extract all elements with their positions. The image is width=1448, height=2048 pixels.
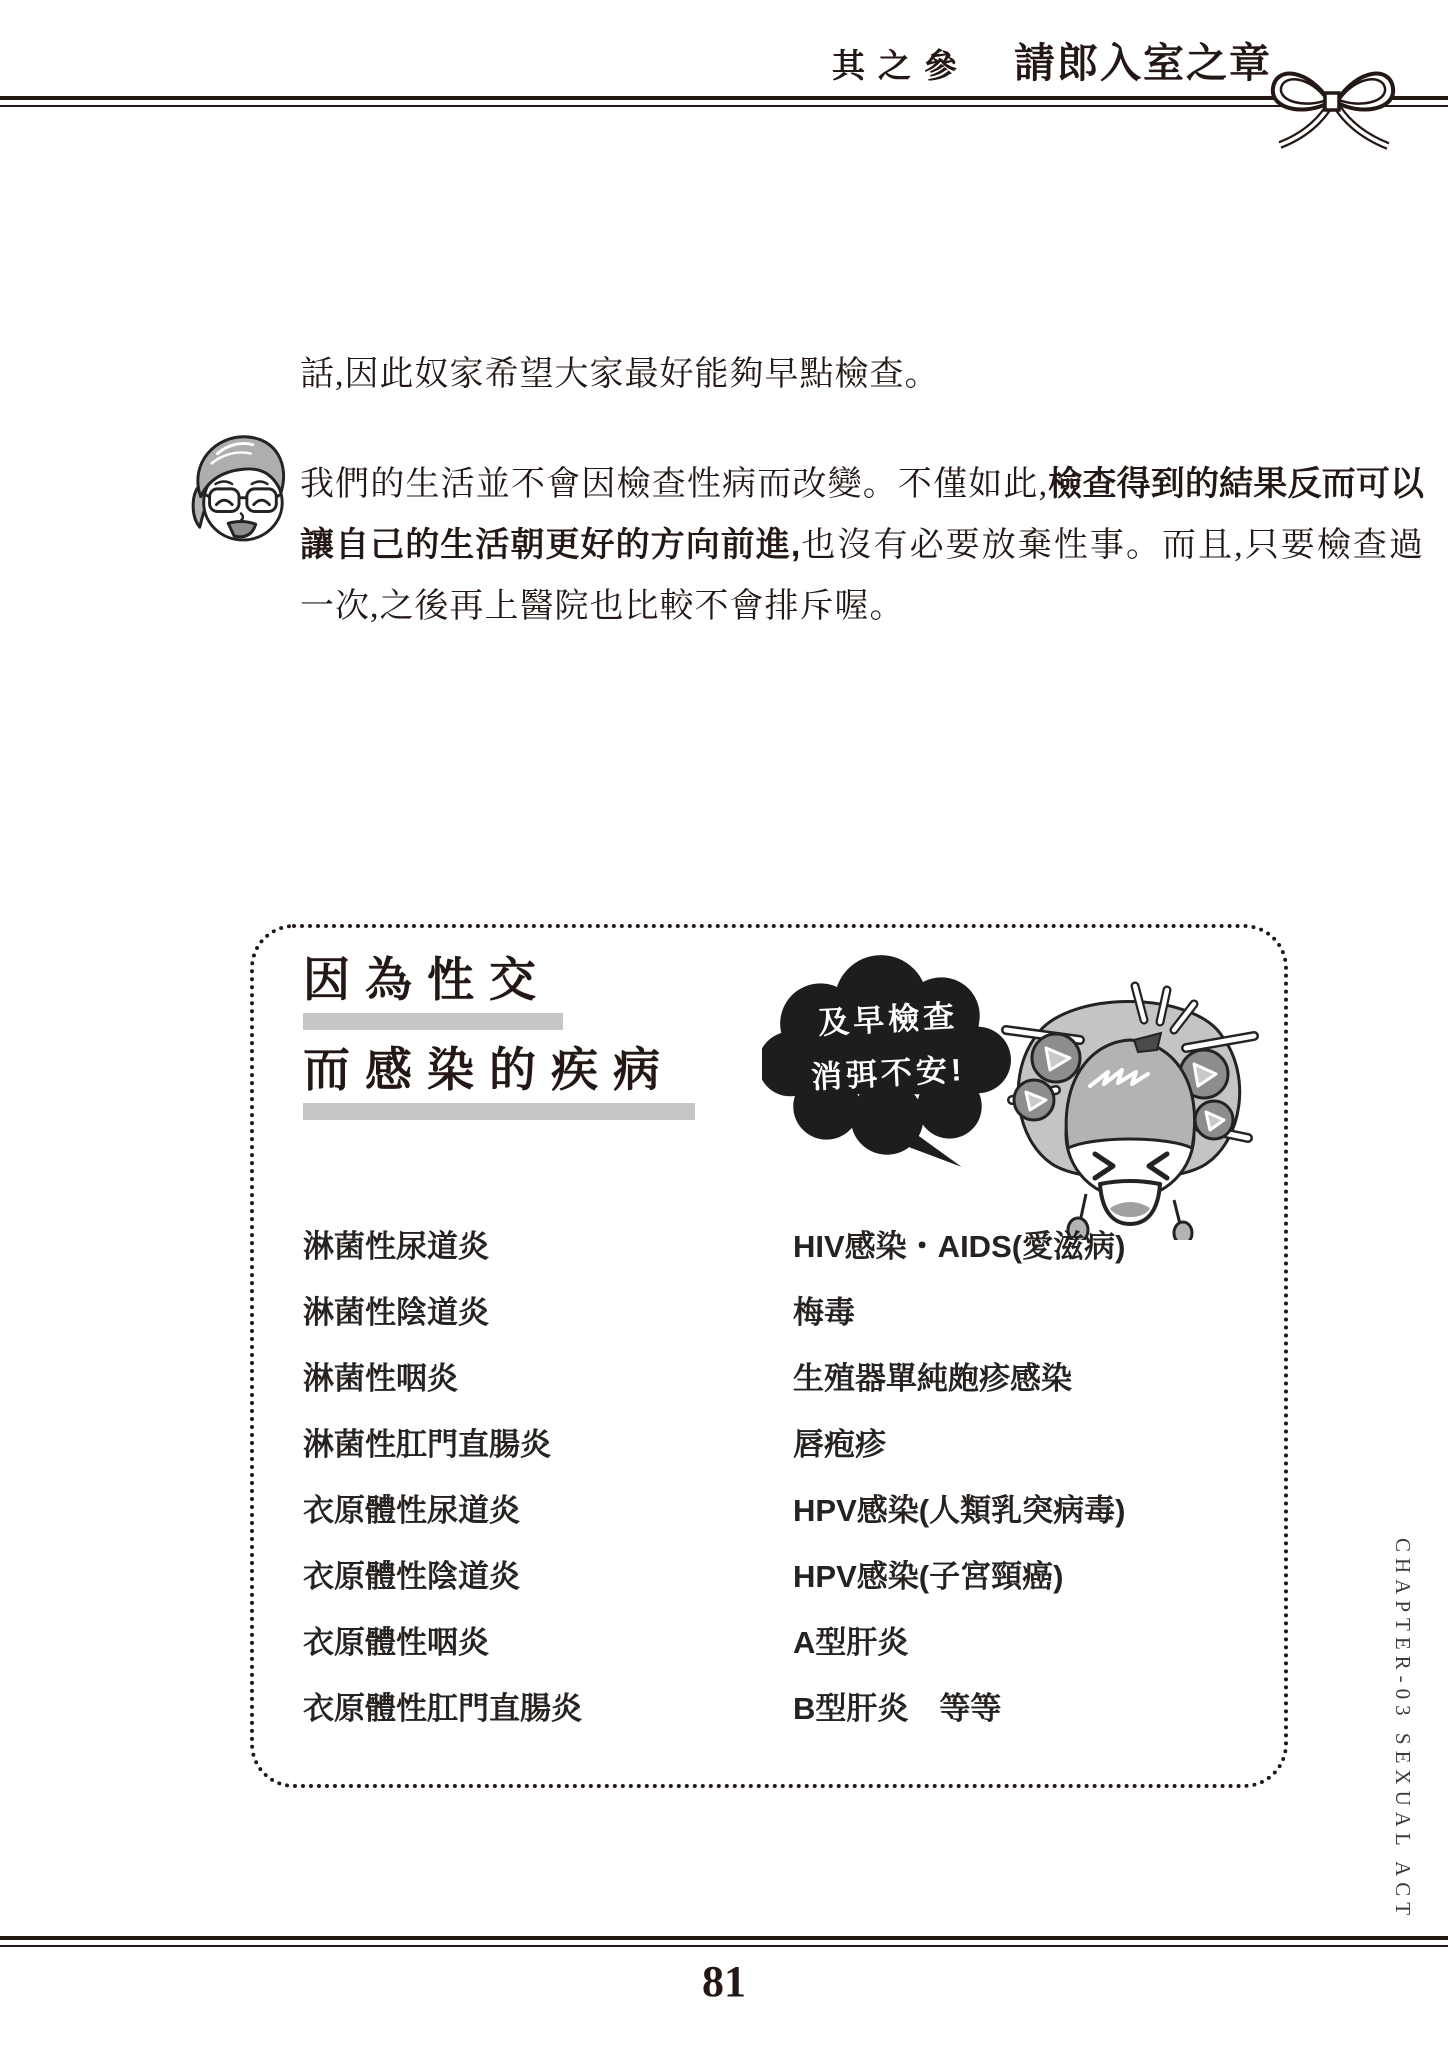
- speech-bubble: [762, 950, 1014, 1174]
- disease-item: 衣原體性肛門直腸炎: [303, 1691, 582, 1726]
- bubble-text-line2: 消弭不安!: [810, 1051, 967, 1096]
- disease-item: 梅毒: [793, 1295, 855, 1330]
- title-underline-bar: [303, 1103, 695, 1120]
- advice-text-normal: 我們的生活並不會因檢查性病而改變。不僅如此,: [300, 466, 1049, 503]
- disease-item: 生殖器單純皰疹感染: [793, 1361, 1072, 1396]
- title-underline-bar: [303, 1013, 563, 1030]
- disease-item: 衣原體性尿道炎: [303, 1493, 520, 1528]
- disease-item: HIV感染・AIDS(愛滋病): [793, 1229, 1126, 1264]
- header-rule-thick: [0, 96, 1448, 100]
- footer-rule-thick: [0, 1936, 1448, 1940]
- info-box-title: [303, 953, 695, 1120]
- page-number: 81: [702, 1957, 746, 2006]
- disease-item: 淋菌性咽炎: [303, 1361, 458, 1396]
- disease-item: HPV感染(子宮頸癌): [793, 1559, 1064, 1594]
- page-header: [832, 30, 1272, 89]
- disease-item: 唇疱疹: [793, 1427, 886, 1462]
- disease-list: [303, 1230, 1253, 1726]
- disease-item: B型肝炎 等等: [793, 1691, 1002, 1726]
- ribbon-bow-icon: [1266, 54, 1400, 150]
- grandma-face-icon: [186, 430, 294, 552]
- chapter-title: 請郎入室之章: [1014, 40, 1272, 86]
- advice-text-normal: 也沒有必要放棄性事。而且,只要檢查過一次,之後再上醫院也比較不會排斥喔。: [300, 527, 1424, 625]
- footer-rule-thin: [0, 1945, 1448, 1947]
- disease-item: 淋菌性陰道炎: [303, 1295, 489, 1330]
- chapter-label: 其之參: [832, 49, 970, 85]
- disease-item: 衣原體性陰道炎: [303, 1559, 520, 1594]
- header-rule-thin: [0, 105, 1448, 107]
- info-box-title-line1: 因為性交: [303, 953, 551, 1006]
- courtesan-chibi-icon: [994, 978, 1266, 1240]
- disease-item: 淋菌性肛門直腸炎: [303, 1427, 551, 1462]
- advice-text-bold: 檢查得到的結果反而可以讓自己的生活朝更好的方向前進,: [300, 465, 1424, 564]
- info-box-title-line2: 而感染的疾病: [303, 1043, 675, 1096]
- intro-paragraph: 話,因此奴家希望大家最好能夠早點檢查。: [300, 356, 940, 393]
- disease-item: 淋菌性尿道炎: [303, 1229, 489, 1264]
- disease-item: 衣原體性咽炎: [303, 1625, 489, 1660]
- advice-paragraph: [300, 454, 1424, 637]
- disease-item: HPV感染(人類乳突病毒): [793, 1493, 1126, 1528]
- chapter-sidebar-text: CHAPTER-03 SEXUAL ACT: [1391, 1538, 1415, 1922]
- disease-info-box: [250, 924, 1288, 1788]
- disease-item: A型肝炎: [793, 1625, 909, 1660]
- bubble-text-line1: 及早檢查: [817, 998, 959, 1041]
